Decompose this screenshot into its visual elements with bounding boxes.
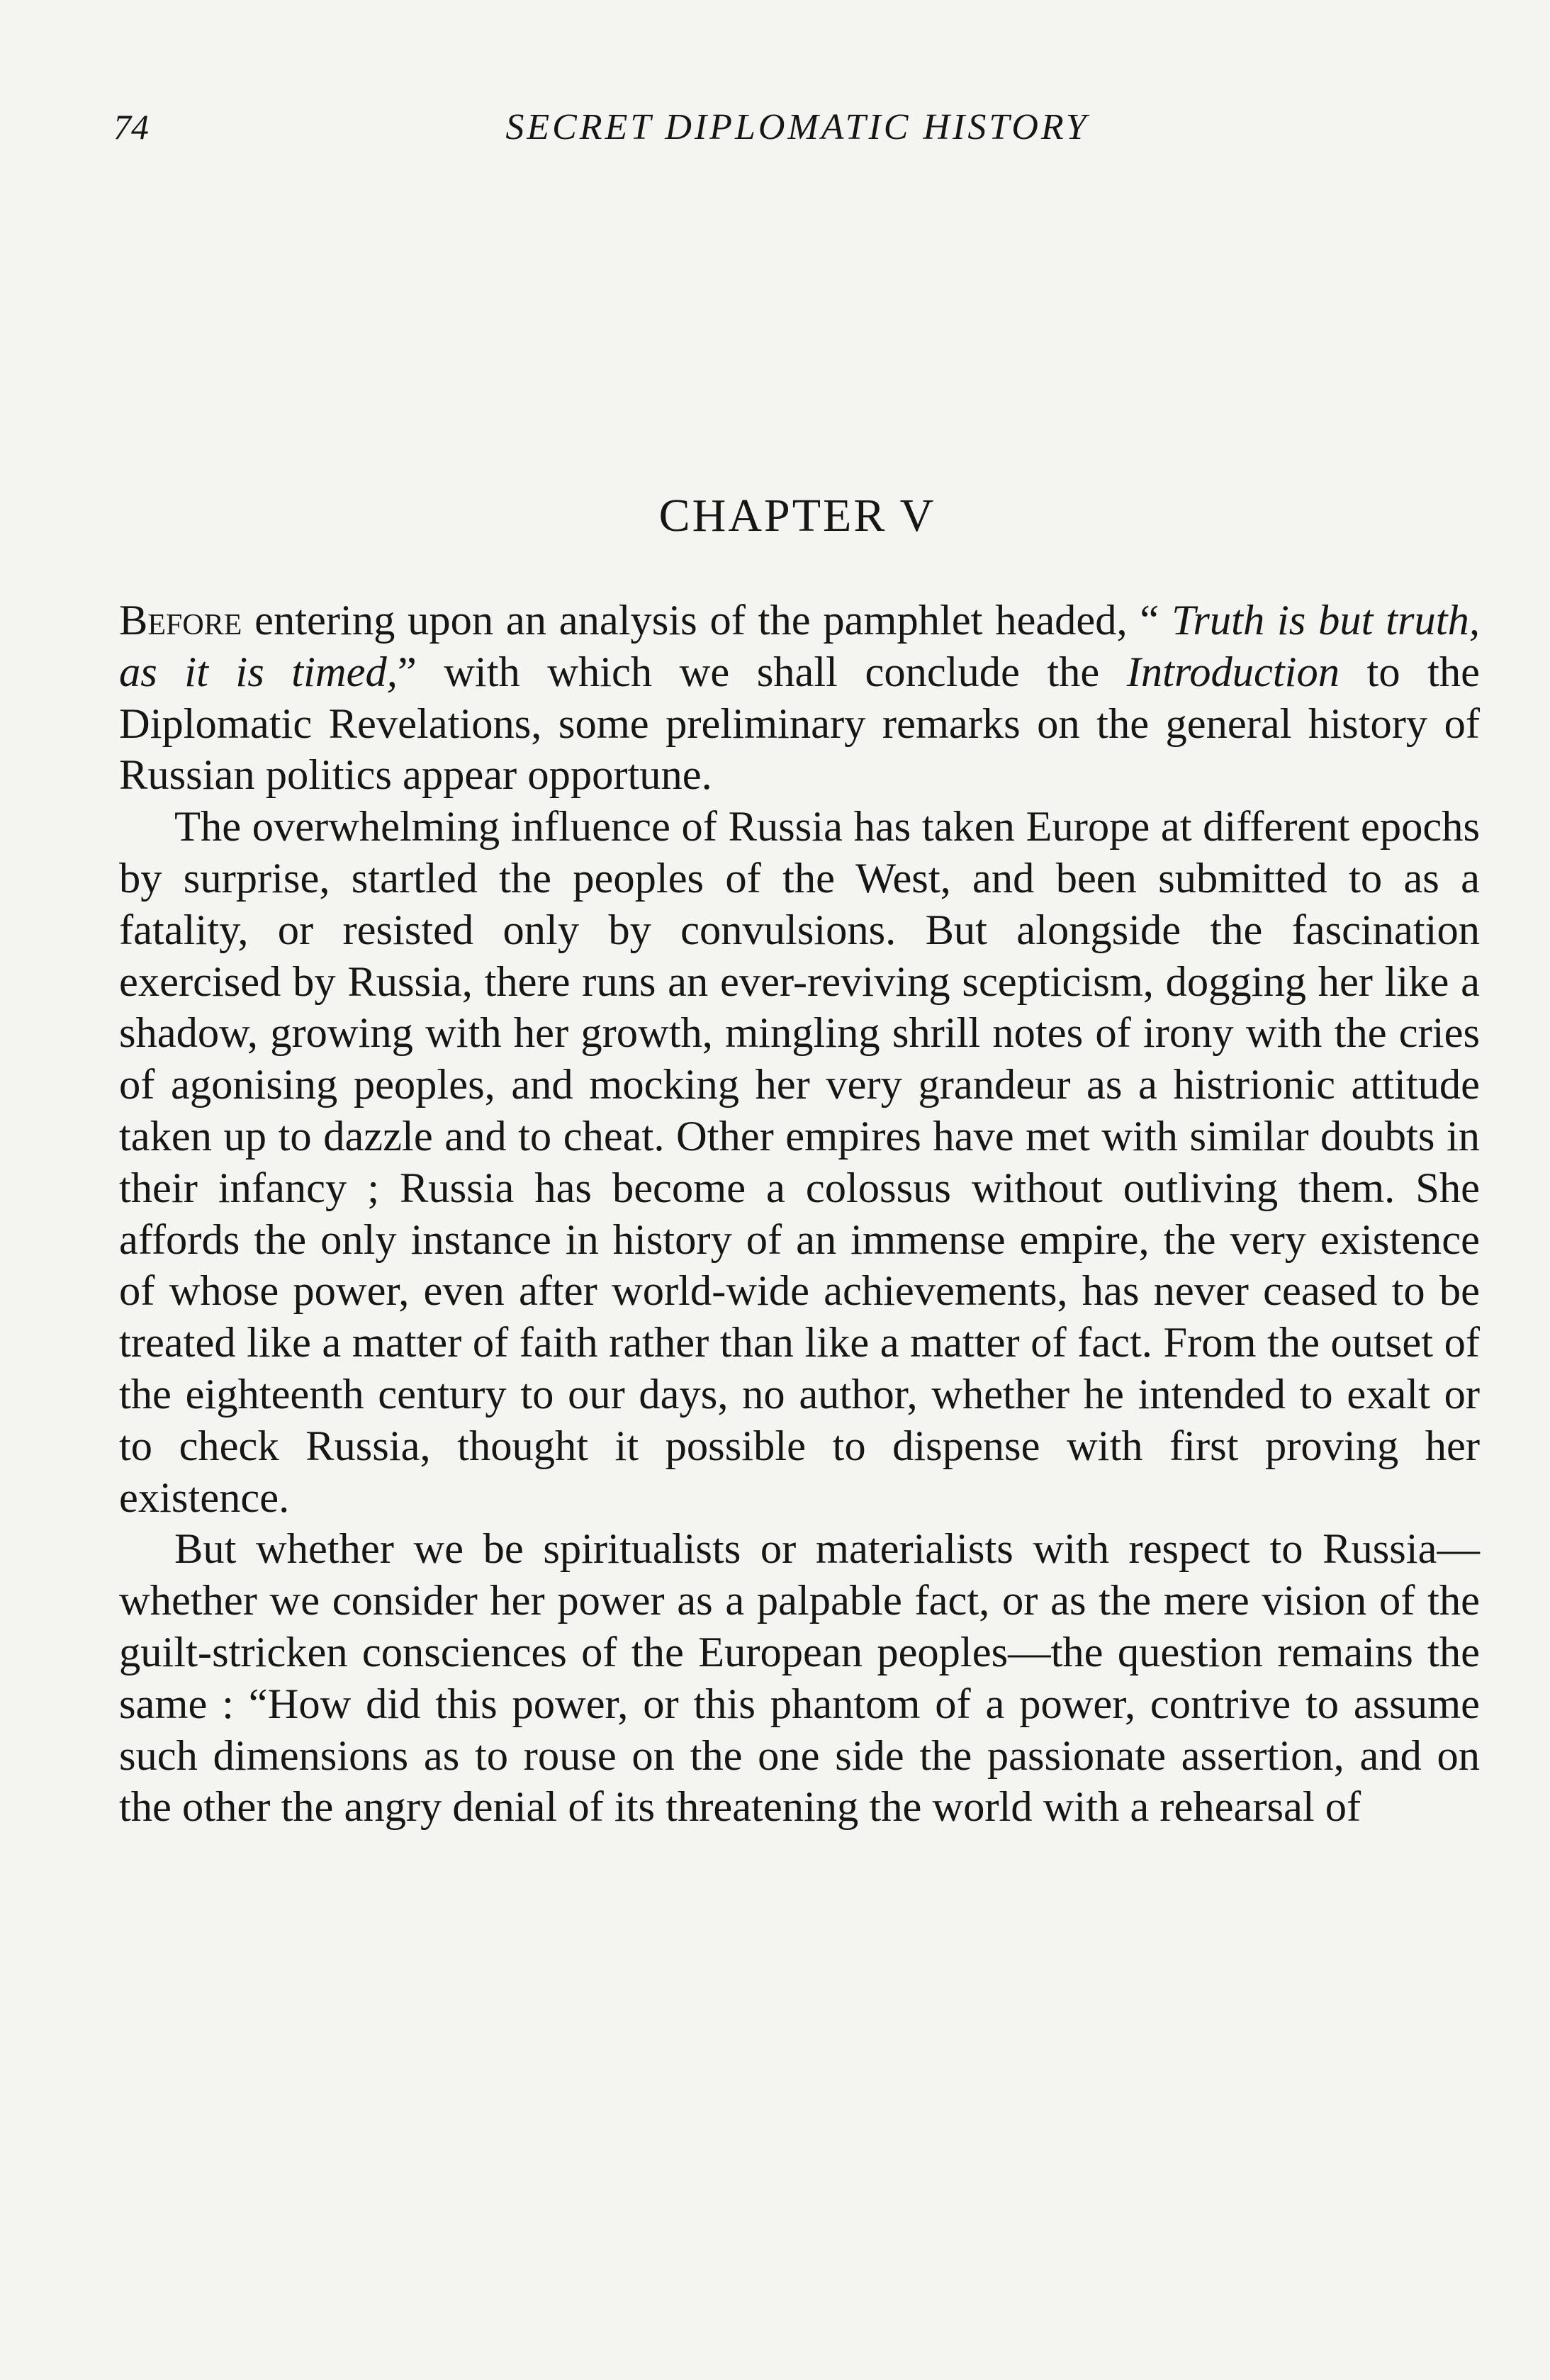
paragraph-1 [119,595,1480,802]
paragraph-1-text-a: entering upon an analysis of the pamphlet headed, “ [242,597,1172,644]
quoted-title: Truth is but truth, as it is timed, [119,597,1480,696]
chapter-title: CHAPTER V [658,490,936,541]
running-title: SECRET DIPLOMATIC HISTORY [505,107,1089,147]
paragraph-3: But whether we be spiritualists or materialists with respect to Russia—whether we consider her power as a palpable fact, or as the mere vision of the guilt-stricken consciences of the European peoples—the question remains the same : “How did this power, or this phantom of a power, contrive to assume such dimensions as to rouse on the one side the passionate assertion, and on the other the angry denial of its threatening the world with a rehearsal of [119,1525,1480,1831]
running-head [113,106,1481,163]
paragraph-2: The overwhelming influence of Russia has taken Europe at different epochs by surprise, startled the peoples of the West, and been submitted to as a fatality, or resisted only by convulsions. But alongside the fascination exercised by Russia, there runs an ever-reviving scepticism, dogging her like a shadow, growing with her growth, mingling shrill notes of irony with the cries of agonising peoples, and mocking her very grandeur as a histrionic attitude taken up to dazzle and to cheat. Other empires have met with similar doubts in their infancy ; Russia has become a colossus without outliving them. She affords the only instance in history of an immense empire, the very existence of whose power, even after world-wide achievements, has never ceased to be treated like a matter of faith rather than like a matter of fact. From the outset of the eighteenth century to our days, no author, whether he intended to exalt or to check Russia, thought it possible to dispense with first proving her existence. [119,803,1480,1522]
paragraph-1-text-c: to the Diplomatic Revelations, some preliminary remarks on the general history of Russian politics appear opportune. [119,648,1480,799]
italic-introduction: Introduction [1126,648,1340,696]
body-text [119,595,1480,1834]
paragraph-lead-word: Before [119,597,242,644]
paragraph-1-text-b: ” with which we shall conclude the [397,648,1127,696]
page-number: 74 [113,107,149,147]
